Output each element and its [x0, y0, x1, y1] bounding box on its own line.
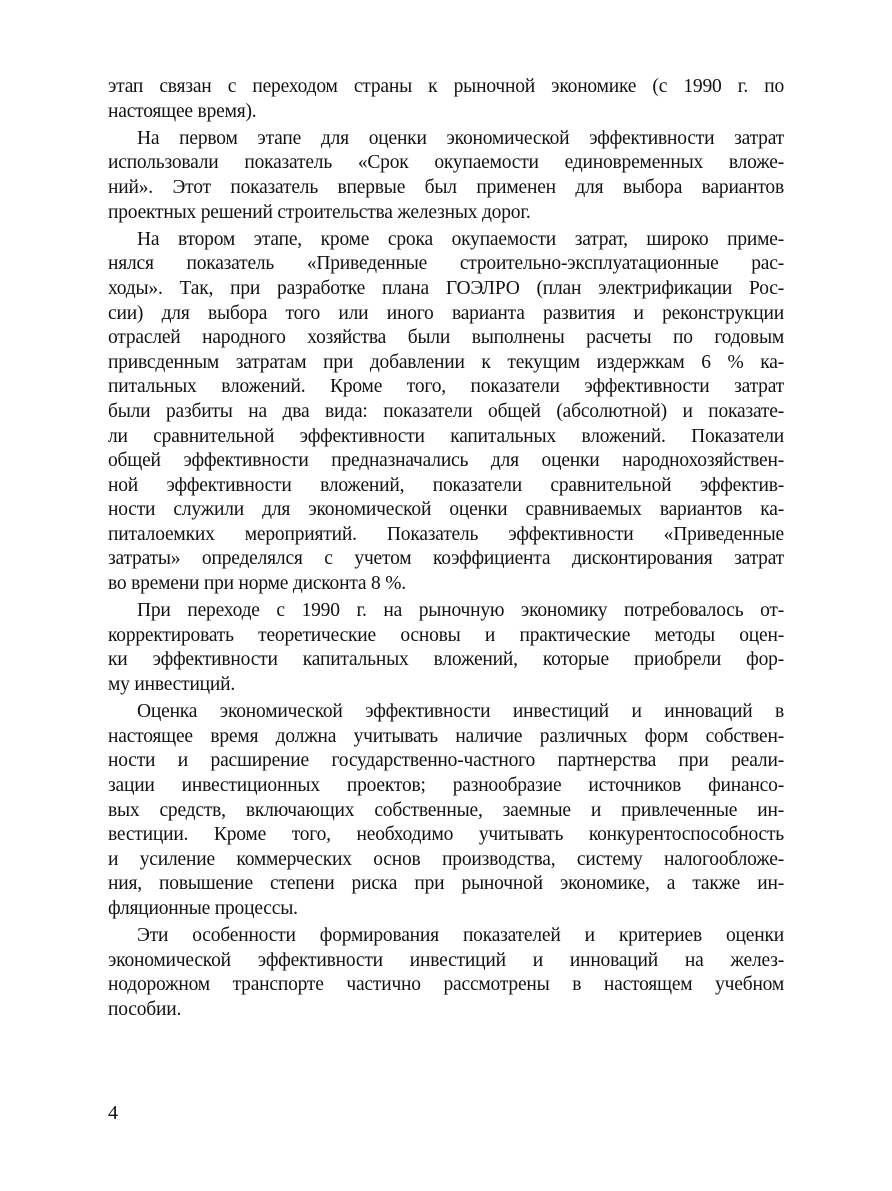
text-line: этап связан с переходом страны к рыночной экономике (с 1990 г. по — [108, 76, 784, 97]
text-line: ния, повышение степени риска при рыночной экономике, а также ин- — [108, 873, 784, 895]
text-line: вых средств, включающих собственные, заемные и привлеченные ин- — [108, 799, 784, 821]
text-line: фляционные процессы. — [108, 897, 298, 919]
text-line: настоящее время). — [108, 100, 257, 122]
text-line: ности и расширение государственно-частного партнерства при реали- — [108, 750, 784, 772]
text-line: му инвестиций. — [108, 674, 236, 696]
paragraph — [108, 127, 784, 225]
page-body — [108, 75, 784, 1025]
text-line: вестиции. Кроме того, необходимо учитывать конкурентоспособность — [108, 824, 784, 846]
text-line: и усиление коммерческих основ производства, систему налогообложе- — [108, 848, 784, 870]
text-line: ли сравнительной эффективности капитальных вложений. Показатели — [108, 425, 784, 447]
paragraph — [108, 700, 784, 921]
text-line: При переходе с 1990 г. на рыночную экономику потребовалось от- — [137, 600, 784, 622]
text-line: питалоемких мероприятий. Показатель эффективности «Приведенные — [108, 523, 784, 545]
paragraph — [108, 75, 784, 124]
paragraph — [108, 924, 784, 1022]
text-line: зации инвестиционных проектов; разнообразие источников финансо- — [108, 775, 784, 796]
text-line: ходы». Так, при разработке плана ГОЭЛРО (план электрификации Рос- — [108, 277, 784, 299]
paragraph — [108, 599, 784, 697]
text-line: были разбиты на два вида: показатели общей (абсолютной) и показате- — [108, 400, 784, 422]
text-line: ности служили для экономической оценки сравниваемых вариантов ка- — [108, 499, 784, 521]
text-line: сии) для выбора того или иного варианта развития и реконструкции — [108, 302, 784, 324]
text-line: во времени при норме дисконта 8 %. — [108, 573, 406, 595]
page-number: 4 — [108, 1102, 118, 1124]
text-line: пособии. — [108, 998, 182, 1020]
text-line: Оценка экономической эффективности инвестиций и инноваций в — [137, 701, 784, 723]
text-line: питальных вложений. Кроме того, показатели эффективности затрат — [108, 376, 784, 398]
text-line: настоящее время должна учитывать наличие различных форм собствен- — [108, 725, 784, 747]
text-line: нялся показатель «Приведенные строительно-эксплуатационные рас- — [108, 253, 784, 275]
text-line: корректировать теоретические основы и практические методы оцен- — [108, 624, 784, 646]
text-line: привсденным затратам при добавлении к текущим издержкам 6 % ка- — [108, 351, 784, 373]
text-line: отраслей народного хозяйства были выполнены расчеты по годовым — [108, 327, 784, 349]
text-line: использовали показатель «Срок окупаемости единовременных вложе- — [108, 152, 784, 174]
text-line: Эти особенности формирования показателей и критериев оценки — [137, 925, 784, 947]
text-line: нодорожном транспорте частично рассмотрены в настоящем учебном — [108, 974, 784, 996]
text-line: затраты» определялся с учетом коэффициента дисконтирования затрат — [108, 548, 784, 570]
text-line: На первом этапе для оценки экономической эффективности затрат — [137, 127, 784, 149]
text-line: ний». Этот показатель впервые был применен для выбора вариантов — [108, 176, 784, 198]
text-line: На втором этапе, кроме срока окупаемости затрат, широко приме- — [137, 228, 784, 250]
text-line: общей эффективности предназначались для оценки народнохозяйствен- — [108, 450, 784, 472]
text-line: экономической эффективности инвестиций и инноваций на желез- — [108, 949, 784, 971]
text-line: ной эффективности вложений, показатели сравнительной эффектив- — [108, 474, 784, 496]
text-line: ки эффективности капитальных вложений, которые приобрели фор- — [108, 649, 784, 671]
text-line: проектных решений строительства железных дорог. — [108, 201, 531, 223]
paragraph — [108, 228, 784, 597]
